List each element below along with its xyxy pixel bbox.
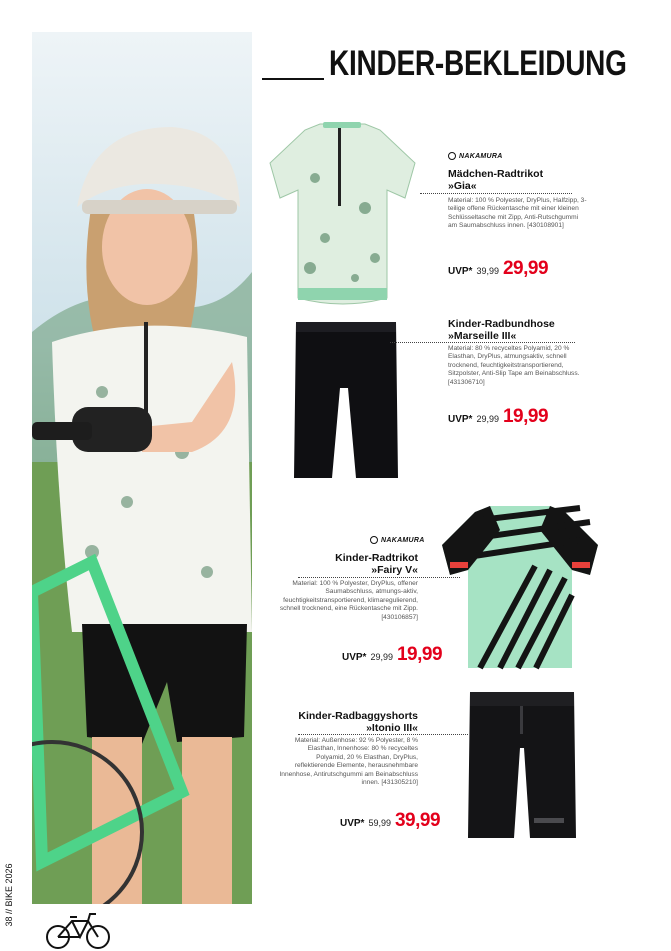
- price-itonio: UVP* 59,99 39,99: [340, 810, 441, 831]
- product-name-fairy: Kinder-Radtrikot »Fairy V«: [335, 552, 418, 576]
- page-title: KINDER-BEKLEIDUNG: [329, 44, 627, 83]
- product-name-itonio: Kinder-Radbaggyshorts »Itonio III«: [298, 710, 418, 734]
- brand-mark-icon: [448, 152, 456, 160]
- brand-logo: NAKAMURA: [370, 536, 425, 544]
- bicycle-icon: [44, 909, 112, 951]
- product-image-fairy-jersey: [440, 500, 600, 672]
- product-leader-line: [298, 577, 460, 578]
- price-marseille: UVP* 29,99 19,99: [448, 406, 549, 427]
- product-image-marseille-shorts: [290, 318, 402, 480]
- hero-photo: [32, 32, 252, 904]
- product-name-marseille: Kinder-Radbundhose »Marseille III«: [448, 318, 555, 342]
- brand-mark-icon: [370, 536, 378, 544]
- product-description-fairy: Material: 100 % Polyester, DryPlus, offener Saumabschluss, atmungs-aktiv, feuchtigkeitstransportierend, klimaregulierend, schnell trocknend, eine Rückentasche mit Zipp. [430106857]: [279, 580, 418, 621]
- product-leader-line: [390, 342, 575, 343]
- heading-rule: [262, 78, 324, 80]
- product-description-gia: Material: 100 % Polyester, DryPlus, Halfzipp, 3-teilige offene Rückentasche mit einer kleinen Schlüsseltasche mit Zipp, Anti-Rutschgummi am Saumabschluss innen. [430108901]: [448, 197, 587, 230]
- product-description-marseille: Material: 80 % recyceltes Polyamid, 20 % Elasthan, DryPlus, atmungsaktiv, schnell trocknend, feuchtigkeitstransportierend, Sitzpolster, Anti-Slip Tape am Beinabschluss. [431306710]: [448, 345, 580, 386]
- brand-logo: NAKAMURA: [448, 152, 503, 160]
- price-fairy: UVP* 29,99 19,99: [342, 644, 443, 665]
- page-footer: 38 // BIKE 2026: [4, 863, 14, 927]
- product-image-itonio-baggyshorts: [466, 688, 578, 840]
- product-leader-line: [420, 193, 572, 194]
- product-image-gia-jersey: [265, 118, 420, 310]
- product-description-itonio: Material: Außenhose: 92 % Polyester, 8 % Elasthan, Innenhose: 80 % recyceltes Polyamid, 20 % Elasthan, DryPlus, reflektierende Elemente, herausnehmbare Innenhose, Antirutschgummi am Beinabschluss innen. [431305210]: [279, 737, 418, 787]
- girl-cyclist-image: [32, 32, 252, 904]
- product-leader-line: [298, 734, 468, 735]
- product-name-gia: Mädchen-Radtrikot »Gia«: [448, 168, 544, 192]
- price-gia: UVP* 39,99 29,99: [448, 258, 549, 279]
